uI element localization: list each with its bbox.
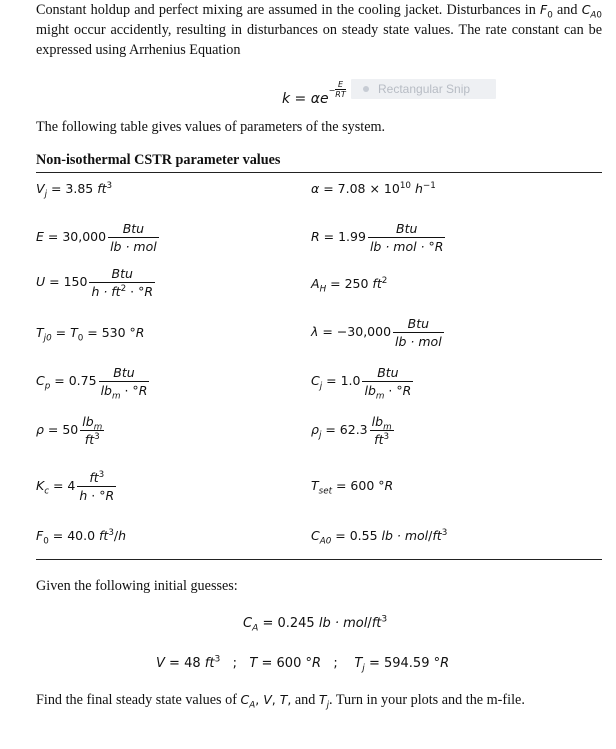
final-variables: $C_A$, V, T, <box>240 692 292 711</box>
param-e: E = 30,000 $\frac{\text{Btu}}{\text{lb · mol}}$ <box>36 221 157 254</box>
intro-text-a: Constant holdup and perfect mixing are assumed in the cooling jacket. Disturbances in <box>36 2 541 18</box>
param-alpha: $\alpha = 7.08 \times 10^{10}$ $h^{-1}$ <box>311 180 436 196</box>
param-cj: $C_j = 1.0$ $\frac{\text{Btu}}{lb_m \cdot ^\circ R}$ <box>311 365 412 402</box>
final-text-b: . Turn in your plots and the m-file. <box>329 692 525 708</box>
param-tj0: $T_{j0} = T_0 = 530$ °R <box>36 325 145 344</box>
intro-paragraph <box>36 0 602 60</box>
param-tset: $T_{set} = 600$ °R <box>311 478 394 497</box>
guess-ca: $C_A = 0.245$ lb · mol/$ft^3$ <box>243 614 388 634</box>
param-lambda: λ = −30,000 $\frac{\text{Btu}}{\text{lb · mol}}$ <box>311 316 442 349</box>
guesses-intro: Given the following initial guesses: <box>36 578 238 594</box>
table-top-rule <box>36 172 602 173</box>
ca0-symbol: $C_{A0}$ <box>581 2 602 21</box>
param-kc: $K_c = 4$ $\frac{ft^3}{h \cdot ^\circ R}$ <box>36 469 115 503</box>
final-instruction: Find the final steady state values of $C_A$, V, T, and $T_j$. Turn in your plots and the m-file. <box>36 692 525 711</box>
param-ca0: $C_{A0} = 0.55$ lb · mol/$ft^3$ <box>311 527 448 547</box>
f0-symbol: $F_0$ <box>540 2 553 21</box>
intro-text-b: and <box>552 2 582 18</box>
intro-text-c: might occur accidently, resulting in disturbances on steady state values. The rate constant can be expressed using Arrhenius Equation <box>36 22 602 58</box>
param-cp: $C_p = 0.75$ $\frac{\text{Btu}}{lb_m \cdot ^\circ R}$ <box>36 365 148 402</box>
final-text-a: Find the final steady state values of <box>36 692 241 708</box>
param-vj: $V_j = 3.85$ $ft^3$ <box>36 180 113 200</box>
param-f0: $F_0 = 40.0$ $ft^3/h$ <box>36 527 127 547</box>
param-r: R = 1.99 $\frac{\text{Btu}}{\text{lb · mol · °R}}$ <box>311 221 444 254</box>
guess-line: V = 48 $ft^3$ ; T = 600 °R ; $T_j = 594.59$ °R <box>156 654 450 674</box>
rectangular-snip-overlay <box>351 79 496 99</box>
table-intro: The following table gives values of parameters of the system. <box>36 119 386 135</box>
param-u: U = 150 $\frac{\text{Btu}}{h \cdot ft^2 \cdot ^\circ R}$ <box>36 266 154 299</box>
arrhenius-equation: k = αe − $\frac{E}{RT}$ <box>282 80 346 107</box>
param-rhoj: $\rho_j = 62.3$ $\frac{lb_m}{ft^3}$ <box>311 414 392 447</box>
table-title: Non-isothermal CSTR parameter values <box>36 152 281 168</box>
snip-label: Rectangular Snip <box>378 82 471 96</box>
table-bottom-rule <box>36 559 602 560</box>
param-rho: ρ = 50 $\frac{lb_m}{ft^3}$ <box>36 414 103 447</box>
record-dot-icon <box>363 86 369 92</box>
param-ah: $A_H = 250$ $ft^2$ <box>311 275 388 295</box>
